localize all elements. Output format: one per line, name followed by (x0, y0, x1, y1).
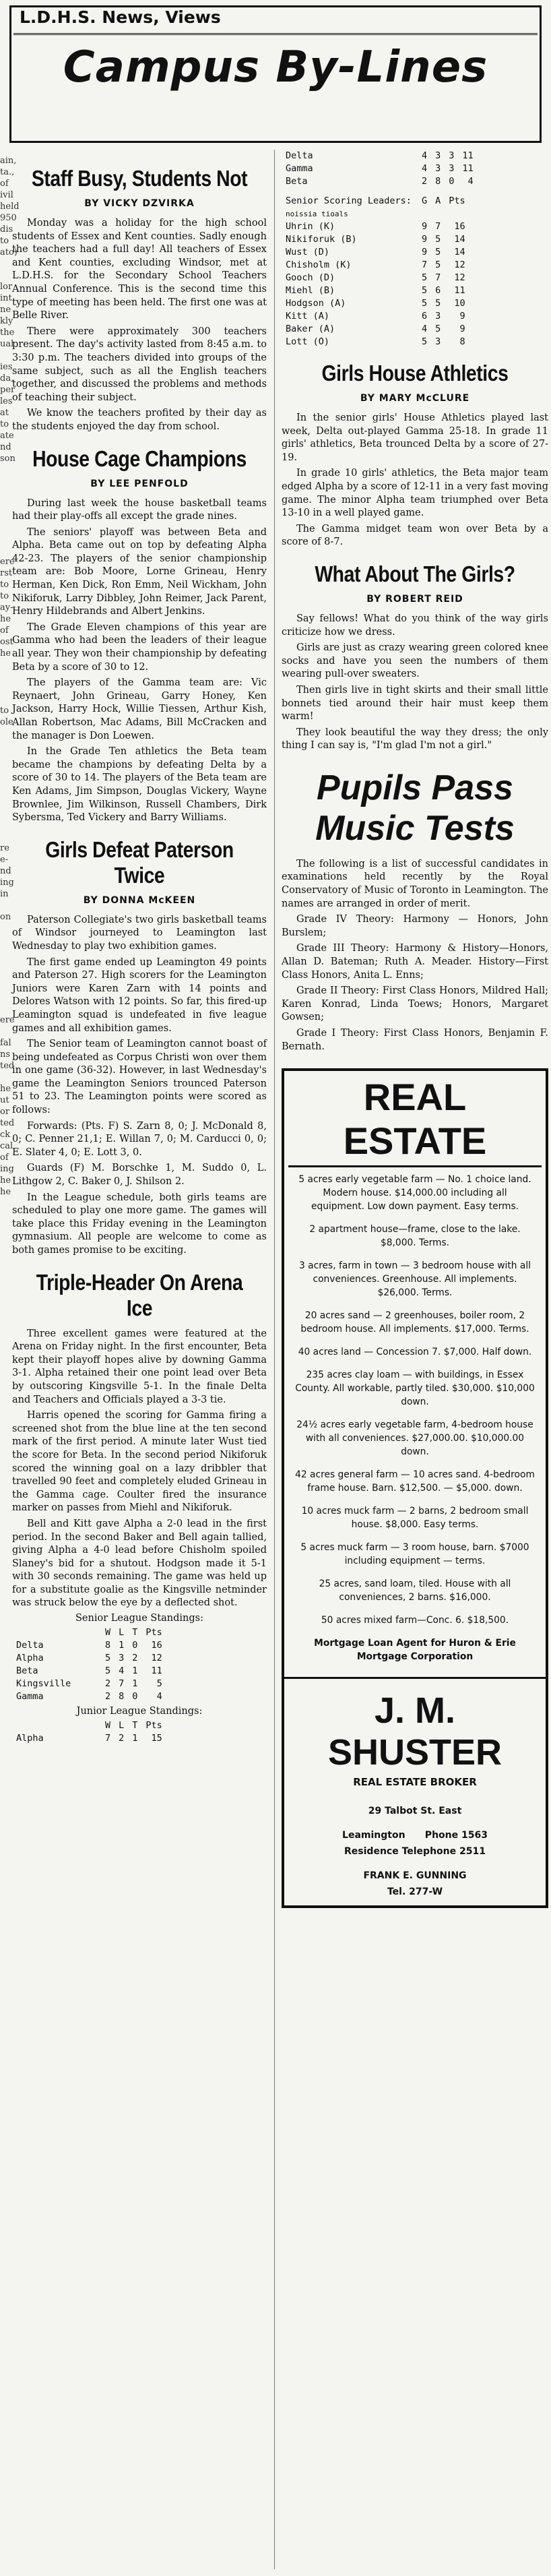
paragraph: Paterson Collegiate's two girls basketball teams of Windsor journeyed to Leamington last Wednesday to play two exhibition games. (12, 914, 267, 952)
edge-fragment (0, 476, 8, 487)
table-header: Pts (449, 195, 465, 206)
edge-fragment: per (0, 385, 15, 395)
table-cell: 3 (435, 150, 441, 161)
edge-fragment: ies (0, 362, 13, 372)
table-cell: 6 (422, 311, 428, 321)
edge-fragment: to (0, 236, 9, 246)
edge-fragment (0, 659, 8, 671)
ad-listing: 5 acres muck farm — 3 room house, barn. $7000 including equipment — terms. (300, 1542, 529, 1567)
edge-fragment: ivil (0, 190, 13, 200)
table-cell: Beta (286, 176, 308, 187)
table-cell: Kitt (A) (286, 311, 330, 321)
ad-agent: Mortgage Loan Agent for Huron & Erie Mortgage Corporation (314, 1638, 516, 1663)
table-row (282, 336, 469, 348)
edge-fragment (0, 522, 8, 533)
table-cell: Delta (16, 1640, 44, 1651)
table-header (12, 1719, 101, 1732)
table-header-row (12, 1626, 166, 1639)
paragraph: There were approximately 300 teachers present. The day's activity lasted from 8:45 a.m. to 3:30 p.m. The teachers divided into groups of the same subject, such as all the English teachers together, and discussed the problems and methods of teaching their subject. (12, 326, 267, 403)
table-cell: 9 (422, 247, 428, 257)
table-header: Pts (145, 1720, 162, 1731)
byline: BY LEE PENFOLD (90, 478, 189, 489)
table-cell: Lott (O) (286, 336, 330, 347)
table-cell: 5 (422, 285, 428, 296)
table-cell: 5 (435, 234, 441, 245)
article-triple-header (12, 1270, 267, 1745)
edge-fragment: to (0, 419, 9, 429)
edge-fragment (0, 510, 8, 522)
article-house-cage (12, 446, 267, 825)
table-cell: Baker (A) (286, 324, 335, 334)
table-cell: 7 (435, 221, 441, 232)
paragraph: Harris opened the scoring for Gamma firing a screened shot from the blue line at the ten second mark of the first period. A minute later Wust tied the score for Beta. In the second period Nikiforuk scored the winning goal on a lazy dribbler that travelled 90 feet and completely eluded Grineau in the Gamma cage. Coulter fired the insurance marker on passes from Miehl and Nikiforuk. (12, 1410, 267, 1514)
table-cell: 10 (454, 298, 465, 309)
table-cell: 14 (454, 247, 465, 257)
edge-fragment (0, 957, 8, 969)
edge-fragment: kly (0, 316, 13, 326)
edge-fragment (0, 946, 8, 957)
masthead (9, 5, 542, 143)
table-cell: Gooch (D) (286, 272, 335, 283)
edge-fragment: on (0, 912, 11, 922)
edge-fragment (0, 682, 8, 694)
table-cell: 9 (459, 324, 465, 334)
table-cell: 3 (119, 1653, 125, 1664)
article-house-athletics (282, 361, 548, 549)
real-estate-ad (282, 1068, 548, 1908)
article-girls (282, 561, 548, 753)
table-cell: 15 (151, 1733, 162, 1744)
table-cell: 2 (132, 1653, 138, 1664)
table-cell: 3 (449, 150, 455, 161)
table-cell: 1 (132, 1678, 138, 1690)
edge-fragment: nd (0, 442, 11, 452)
edge-fragment (0, 270, 8, 281)
article-girls-defeat (12, 837, 267, 1258)
edge-fragment (0, 831, 8, 842)
paragraph: In the senior girls' House Athletics played last week, Delta out-played Gamma 25-18. In grade 11 girls' athletics, Beta trounced Delta by a score of 27-19. (282, 412, 548, 463)
edge-fragment (0, 545, 8, 556)
section-label: L.D.H.S. News, Views (20, 7, 221, 27)
table-cell: 11 (462, 150, 474, 161)
table-header: G (422, 195, 428, 206)
edge-fragment: ing (0, 878, 14, 888)
paragraph: During last week the house basketball teams had their play-offs all except the grade nines. (12, 497, 267, 522)
edge-fragment: of (0, 179, 9, 189)
table-row (282, 310, 469, 323)
ad-listing: 2 apartment house—frame, close to the lake. $8,000. Terms. (309, 1224, 521, 1249)
paragraph: Guards (F) M. Borschke 1, M. Suddo 0, L. Lithgow 2, C. Baker 0, J. Shilson 2. (12, 1163, 267, 1188)
byline: BY ROBERT REID (366, 593, 463, 605)
ad-title: REAL ESTATE (288, 1071, 542, 1167)
table-cell: 11 (462, 163, 474, 174)
table-cell: 5 (422, 298, 428, 309)
table-row (282, 150, 478, 162)
table-row (282, 259, 469, 272)
headline: What About The Girls? (315, 561, 515, 586)
edge-fragment (0, 1026, 8, 1037)
paragraph: The Senior team of Leamington cannot boast of being undefeated as Corpus Christi won over them in one game (36-32). However, in last Wednesday's game the Leamington Seniors trounced Paterson 51 to 23. The Leamington points were scored as follows: (12, 1039, 267, 1116)
edge-fragment: the (0, 328, 15, 338)
table-cell: 9 (422, 234, 428, 245)
ad-listing: 50 acres mixed farm—Conc. 6. $18,500. (321, 1615, 509, 1626)
ad-listing: 10 acres muck farm — 2 barns, 2 bedroom small house. $8,000. Easy terms. (301, 1506, 529, 1531)
standings-continued-table (282, 150, 478, 188)
table-row (12, 1652, 166, 1665)
table-row (282, 208, 469, 220)
edge-fragment: ck (0, 1130, 11, 1140)
table-header: Pts (145, 1627, 162, 1638)
table-cell: 5 (422, 272, 428, 283)
table-cell: Gamma (16, 1691, 44, 1703)
edge-fragment: da, (0, 373, 14, 384)
table-cell: 1 (132, 1733, 138, 1744)
headline: House Cage Champions (32, 446, 247, 471)
byline: BY VICKY DZVIRKA (84, 198, 195, 209)
table-cell: Delta (286, 150, 313, 161)
table-cell: 4 (422, 163, 428, 174)
table-cell: 7 (119, 1678, 125, 1690)
ad-second-phone: Tel. 277-W (387, 1887, 443, 1898)
edge-fragment: nd (0, 866, 11, 876)
table-cell: 4 (119, 1665, 125, 1677)
left-column (12, 154, 267, 1745)
edge-fragment: he (0, 1175, 11, 1186)
table-cell: 12 (151, 1653, 162, 1664)
table-row (282, 272, 469, 284)
table-row (282, 284, 469, 297)
edge-fragment (0, 533, 8, 545)
edge-fragment: ted (0, 1061, 15, 1071)
edge-fragment: of (0, 1153, 9, 1163)
edge-fragment: re (0, 843, 9, 853)
paragraph: Say fellows! What do you think of the way girls criticize how we dress. (282, 613, 548, 638)
edge-fragment: fal (0, 1038, 11, 1048)
byline: BY MARY McCLURE (360, 393, 470, 404)
table-header: W (105, 1720, 111, 1731)
edge-fragment (0, 671, 8, 682)
edge-fragment: ato) (0, 247, 18, 257)
paragraph: Three excellent games were featured at the Arena on Friday night. In the first encounter, Beta kept their playoff hopes alive by downing Gamma 3-1. Alpha retained their one point lead over Beta by outscoring Kingsville 5-1. In the finale Delta and Teachers and Officials played a 3-3 tie. (12, 1328, 267, 1405)
table-cell: 3 (435, 311, 441, 321)
edge-fragment: or (0, 1107, 10, 1117)
table-cell: Alpha (16, 1733, 44, 1744)
edge-fragment: ing (0, 1164, 14, 1174)
paragraph: Monday was a holiday for the high school students of Essex and Kent counties. Sadly enough the teachers had a full day! All teachers of Essex and Kent counties, excluding Windsor, met at L.D.H.S. for the Secondary School Teachers Annual Conference. This is the second time this type of meeting has been held. The first one was at Belle River. (12, 218, 267, 321)
paragraph: Grade I Theory: First Class Honors, Benjamin F. Bernath. (282, 1028, 548, 1052)
table-cell: 3 (435, 336, 441, 347)
paragraph: Then girls live in tight skirts and their small little bonnets tied around their hair must keep them warm! (282, 684, 548, 723)
article-staff (12, 166, 267, 434)
table-row (12, 1678, 166, 1690)
edge-fragment (0, 808, 8, 820)
paragraph: In grade 10 girls' athletics, the Beta major team edged Alpha by a score of 12-11 in a very fast moving game. The minor Alpha team triumphed over Beta 13-10 in a well played game. (282, 468, 548, 519)
ad-listing: 25 acres, sand loam, tiled. House with all conveniences, 2 barns. $16,000. (319, 1578, 511, 1603)
ad-listing: 42 acres general farm — 10 acres sand. 4-bedroom frame house. Barn. $12,500. — $5,000. down. (295, 1469, 535, 1494)
edge-fragment (0, 923, 8, 934)
edge-fragment: ost (0, 637, 13, 647)
ad-listing: 20 acres sand — 2 greenhouses, boiler room, 2 bedroom house. All implements. $17,000. Terms. (300, 1310, 529, 1335)
table-cell: 1 (119, 1640, 125, 1651)
paragraph: In the Grade Ten athletics the Beta team became the champions by defeating Delta by a score of 30 to 14. The players of the Beta team are Ken Adams, Jim Simpson, Douglas Vickery, Wayne Brownlee, Jim Wilkinson, Russell Chambers, Dirk Sybersma, Ted Vickery and Barry Williams. (12, 746, 267, 824)
edge-fragment: ere (0, 557, 15, 567)
table-cell (418, 208, 431, 220)
paragraph: Grade IV Theory: Harmony — Honors, John Burslem; (282, 914, 548, 938)
edge-fragment: ual (0, 339, 14, 349)
ad-address: 29 Talbot St. East (368, 1806, 462, 1817)
table-cell: 0 (132, 1691, 138, 1703)
scoring-leaders-table (282, 195, 469, 348)
paragraph: The Gamma midget team won over Beta by a score of 8-7. (282, 523, 548, 548)
edge-fragment: ta., (0, 167, 15, 177)
table-cell: Gamma (286, 163, 313, 174)
table-row (282, 246, 469, 259)
table-cell: 5 (435, 259, 441, 270)
edge-fragment (0, 820, 8, 831)
paragraph: Girls are just as crazy wearing green colored knee socks and have you seen the numbers of them wearing pull-over sweaters. (282, 642, 548, 680)
table-cell: 5 (105, 1665, 111, 1677)
table-header-row (12, 1719, 166, 1732)
table-cell: 16 (151, 1640, 162, 1651)
headline: Girls House Athletics (321, 361, 509, 386)
ad-listing: 40 acres land — Concession 7. $7,000. Half down. (298, 1347, 532, 1358)
headline: Triple-Header On Arena Ice (36, 1269, 243, 1320)
edge-fragment: to (0, 706, 9, 716)
senior-standings-title: Senior League Standings: (75, 1613, 204, 1624)
paragraph: The Grade Eleven champions of this year are Gamma who had been the leaders of their league all year. They won their championship by defeating Beta by a score of 30 to 12. (12, 621, 267, 673)
table-row (282, 175, 478, 188)
table-cell: 7 (422, 259, 428, 270)
ad-broker-subtitle: REAL ESTATE BROKER (353, 1776, 477, 1789)
edge-fragment: les (0, 396, 13, 406)
table-cell: 5 (156, 1678, 162, 1690)
table-cell: Uhrin (K) (286, 221, 335, 232)
edge-fragment: to (0, 580, 9, 590)
junior-standings-table (12, 1719, 166, 1745)
table-cell: 0 (132, 1640, 138, 1651)
table-cell: 12 (454, 272, 465, 283)
headline: Staff Busy, Students Not (31, 166, 248, 191)
table-row (12, 1639, 166, 1652)
table-cell: 11 (151, 1665, 162, 1677)
paragraph: In the League schedule, both girls teams are scheduled to play one more game. The games will take place this Friday evening in the Leamington gymnasium. All people are welcome to come as both games promise to be exciting. (12, 1192, 267, 1256)
paragraph: The seniors' playoff was between Beta and Alpha. Beta came out on top by defeating Alpha 42-23. The players of the senior championship team are: Bob Moore, Lorne Grineau, Henry Herman, Ken Dick, Ron Emm, Neil Wickham, John Nikiforuk, Larry Dibbley, John Reimer, Jack Parent, Henry Hildebrands and Albert Jenkins. (12, 526, 267, 617)
edge-fragment (0, 258, 8, 270)
table-cell: 9 (459, 311, 465, 321)
table-cell: 1 (132, 1665, 138, 1677)
table-cell: 8 (459, 336, 465, 347)
table-header: T (132, 1720, 138, 1731)
ad-listing: 24½ acres early vegetable farm, 4-bedroom house with all conveniences. $27,000.00. $10,000.00 down. (296, 1419, 533, 1458)
table-note: noissia tioals (286, 210, 348, 218)
table-cell: 4 (422, 150, 428, 161)
table-cell: 4 (467, 176, 474, 187)
table-header: L (119, 1627, 125, 1638)
table-row (12, 1690, 166, 1703)
table-cell: Kingsville (16, 1678, 71, 1690)
edge-fragment: ut (0, 1095, 9, 1105)
paragraph: They look beautiful the way they dress; the only thing I can say is, "I'm glad I'm not a girl." (282, 727, 548, 752)
edge-fragment (0, 728, 8, 739)
edge-fragment: ted (0, 1118, 15, 1128)
edge-fragment: ole (0, 717, 13, 727)
edge-fragment (0, 797, 8, 808)
edge-fragment (0, 762, 8, 774)
table-cell: 6 (435, 285, 441, 296)
table-row (12, 1665, 166, 1678)
edge-fragment (0, 751, 8, 762)
table-cell: 5 (435, 324, 441, 334)
table-row (282, 297, 469, 310)
column-divider (274, 150, 275, 2569)
edge-fragment (0, 1072, 8, 1083)
table-row (12, 1732, 166, 1745)
paragraph: The first game ended up Leamington 49 points and Paterson 27. High scorers for the Leamington Juniors were Karen Zarn with 14 points and Delores Watson with 12 points. So far, this fired-up Leamington squad is undefeated in five league games and all exhibition games. (12, 956, 267, 1034)
table-cell: 3 (435, 163, 441, 174)
table-header: L (119, 1720, 125, 1731)
headline: Girls Defeat Paterson Twice (45, 836, 234, 888)
edge-fragment: of (0, 625, 9, 636)
edge-fragment: at (0, 408, 9, 418)
table-row (282, 233, 469, 246)
table-cell: Miehl (B) (286, 285, 335, 296)
edge-fragment: held (0, 202, 20, 212)
headline: Pupils Pass Music Tests (315, 768, 515, 848)
edge-fragment: in (0, 889, 9, 899)
edge-fragment (0, 934, 8, 946)
table-cell: 16 (454, 221, 465, 232)
page-title: Campus By-Lines (63, 42, 488, 92)
edge-fragment (0, 900, 8, 911)
ad-listing: 5 acres early vegetable farm — No. 1 choice land. Modern house. $14,000.00 including all equipment. Low down payment. Easy terms. (298, 1174, 531, 1213)
right-column (282, 150, 548, 1908)
table-cell: 2 (119, 1733, 125, 1744)
edge-fragment (0, 774, 8, 785)
edge-fragment (0, 739, 8, 751)
edge-fragment (0, 350, 8, 361)
table-cell: 14 (454, 234, 465, 245)
table-header (12, 1626, 101, 1639)
edge-fragment: to (0, 591, 9, 601)
table-row (282, 323, 469, 336)
table-header: W (105, 1627, 111, 1638)
table-cell: Chisholm (K) (286, 259, 352, 270)
table-cell: 5 (105, 1653, 111, 1664)
ad-phone: Leamington Phone 1563 (342, 1830, 488, 1841)
edge-fragment (0, 969, 8, 980)
edge-fragment: rst (0, 568, 13, 578)
table-cell: 12 (454, 259, 465, 270)
paragraph: We know the teachers profited by their day as the students enjoyed the day from school. (12, 408, 267, 432)
table-cell: 11 (454, 285, 465, 296)
table-cell: 4 (422, 324, 428, 334)
article-music-tests (282, 768, 548, 1053)
ad-listing: 235 acres clay loam — with buildings, in Essex County. All workable, partly tiled. $30,000. $10,000 down. (295, 1370, 535, 1408)
table-cell: Beta (16, 1665, 38, 1677)
table-cell: 7 (435, 272, 441, 283)
table-cell: 5 (435, 298, 441, 309)
edge-fragment: cal (0, 1141, 13, 1151)
edge-fragment (0, 991, 8, 1003)
table-cell: 8 (435, 176, 441, 187)
table-cell: 7 (105, 1733, 111, 1744)
edge-fragment (0, 499, 8, 510)
paragraph: Grade II Theory: First Class Honors, Mildred Hall; Karen Konrad, Linda Toews; Honors, Margaret Gowsen; (282, 985, 548, 1023)
edge-fragment (0, 464, 8, 476)
table-cell: 8 (105, 1640, 111, 1651)
table-cell: 8 (119, 1691, 125, 1703)
table-cell: 5 (422, 336, 428, 347)
table-header: A (435, 195, 441, 206)
table-cell: 2 (422, 176, 428, 187)
edge-fragment: e- (0, 855, 9, 865)
paragraph: Bell and Kitt gave Alpha a 2-0 lead in the first period. In the second Baker and Bell again tallied, giving Alpha a 4-0 lead before Chisholm spoiled Slaney's bid for a shutout. Hodgson made it 5-1 with 30 seconds remaining. The game was held up for a substitute goalie as the Kingsville netminder was struck below the eye by a deflected shot. (12, 1518, 267, 1609)
edge-fragment: son (0, 454, 15, 464)
table-row (282, 220, 469, 233)
table-cell: 2 (105, 1678, 111, 1690)
edge-fragment: ere (0, 1015, 15, 1025)
edge-fragment: ain, (0, 156, 17, 166)
edge-fragment: lor (0, 282, 13, 292)
table-title: Senior Scoring Leaders: (286, 195, 412, 206)
paragraph: Forwards: (Pts. F) S. Zarn 8, 0; J. McDonald 8, 0; C. Penner 21,1; E. Willan 7, 0; M. Carducci 0, 0; E. Slater 4, 0; E. Lott 3, 0. (12, 1120, 267, 1158)
masthead-divider (13, 33, 538, 35)
edge-fragment: ne (0, 305, 11, 315)
table-cell: Alpha (16, 1653, 44, 1664)
ad-listing: 3 acres, farm in town — 3 bedroom house with all conveniences. Greenhouse. All implements. $26,000. Terms. (298, 1260, 531, 1299)
table-cell: 5 (435, 247, 441, 257)
edge-fragment: he (0, 614, 11, 624)
paragraph: Grade III Theory: Harmony & History—Honors, Allan D. Bateman; Ruth A. Meader. History—First Class Honors, Anita L. Enns; (282, 943, 548, 981)
edge-fragment (0, 980, 8, 991)
edge-fragment (0, 694, 8, 705)
edge-fragment: 950 (0, 213, 17, 223)
table-cell: 4 (156, 1691, 162, 1703)
junior-standings-title: Junior League Standings: (76, 1706, 203, 1717)
table-cell: Hodgson (A) (286, 298, 346, 309)
edge-fragment: ay- (0, 603, 13, 613)
edge-fragment: he (0, 648, 11, 658)
senior-standings-table (12, 1626, 166, 1703)
edge-fragment (0, 1003, 8, 1014)
table-row (282, 162, 478, 175)
ad-second-agent: FRANK E. GUNNING (363, 1870, 467, 1882)
table-cell: 9 (422, 221, 428, 232)
edge-fragment: ns (0, 1049, 11, 1060)
edge-fragment: dis (0, 224, 13, 235)
edge-fragment: int (0, 293, 12, 303)
table-cell: 3 (449, 163, 455, 174)
edge-fragment: he (0, 1084, 11, 1094)
edge-fragment (0, 785, 8, 797)
adjacent-column-fragments (0, 155, 20, 2568)
table-cell: Wust (D) (286, 247, 330, 257)
table-cell: Nikiforuk (B) (286, 234, 357, 245)
ad-broker-name: J. M. SHUSTER (284, 1677, 546, 1773)
edge-fragment: he (0, 1187, 11, 1197)
byline: BY DONNA McKEEN (83, 894, 196, 906)
paragraph: The players of the Gamma team are: Vic Reynaert, John Grineau, Garry Honey, Ken Jackson, Harry Hock, Willie Tiessen, Arthur Kish, Allan Robertson, Mac Adams, Bill McCracken and the manager is Don Loewen. (12, 677, 267, 741)
paragraph: The following is a list of successful candidates in examinations held recently by the Royal Conservatory of Music of Toronto in Leamington. The names are arranged in order of merit. (282, 858, 548, 909)
table-header: T (132, 1627, 138, 1638)
edge-fragment (0, 487, 8, 499)
ad-residence-phone: Residence Telephone 2511 (344, 1846, 486, 1858)
table-header-row (282, 195, 469, 208)
table-cell: 2 (105, 1691, 111, 1703)
table-cell: 0 (449, 176, 455, 187)
edge-fragment: ate (0, 431, 14, 441)
